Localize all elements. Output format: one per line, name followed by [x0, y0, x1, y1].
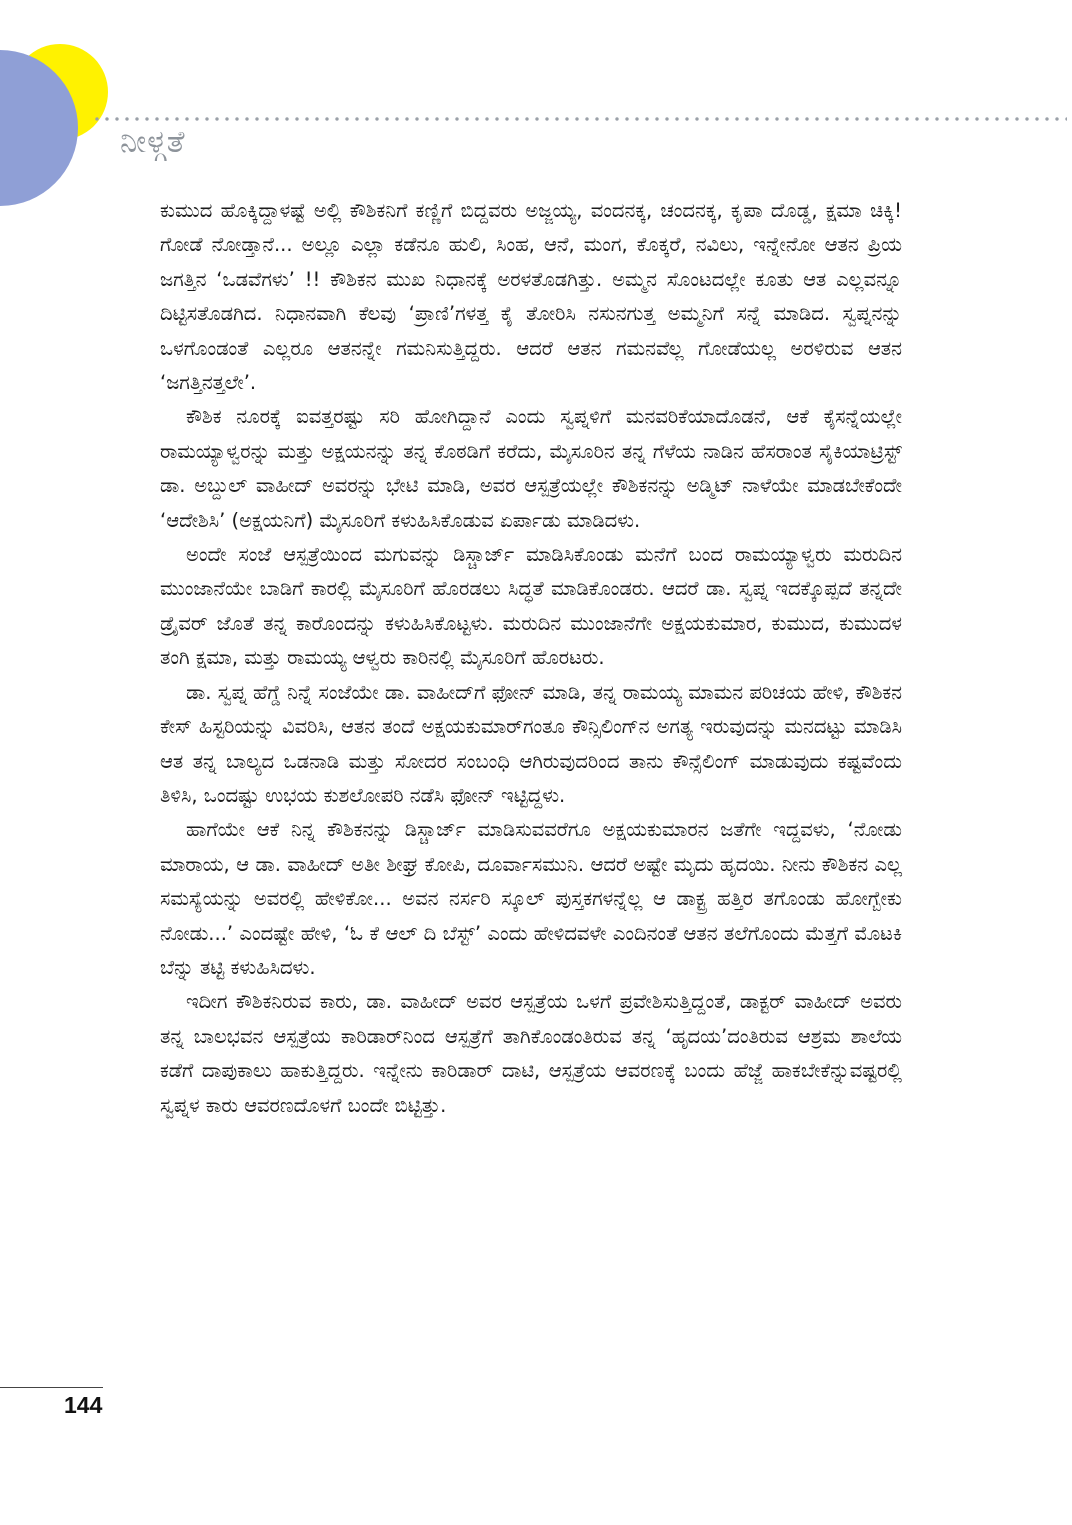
paragraph: ಅಂದೇ ಸಂಜೆ ಆಸ್ಪತ್ರೆಯಿಂದ ಮಗುವನ್ನು ಡಿಸ್ಚಾರ್ಜ್ ಮಾಡಿಸಿಕೊಂಡು ಮನೆಗೆ ಬಂದ ರಾಮಯ್ಯಾಳ್ವರು ಮರುದಿನ ಮುಂಜಾನೆಯೇ ಬಾಡಿಗೆ ಕಾರಲ್ಲಿ ಮೈಸೂರಿಗೆ ಹೊರಡಲು ಸಿದ್ಧತೆ ಮಾಡಿಕೊಂಡರು. ಆದರೆ ಡಾ. ಸ್ವಪ್ನ ಇದಕ್ಕೊಪ್ಪದೆ ತನ್ನದೇ ಡ್ರೈವರ್ ಜೊತೆ ತನ್ನ ಕಾರೊಂದನ್ನು ಕಳುಹಿಸಿಕೊಟ್ಟಳು. ಮರುದಿನ ಮುಂಜಾನೆಗೇ ಅಕ್ಷಯಕುಮಾರ, ಕುಮುದ, ಕುಮುದಳ ತಂಗಿ ಕ್ಷಮಾ, ಮತ್ತು ರಾಮಯ್ಯ ಆಳ್ವರು ಕಾರಿನಲ್ಲಿ ಮೈಸೂರಿಗೆ ಹೊರಟರು.: [160, 543, 902, 670]
decorative-circles: [0, 0, 240, 220]
dotted-rule: [92, 116, 1067, 122]
body-text: [160, 194, 902, 1123]
folio-rule: [0, 1387, 103, 1388]
paragraph: ಹಾಗೆಯೇ ಆಕೆ ನಿನ್ನ ಕೌಶಿಕನನ್ನು ಡಿಸ್ಚಾರ್ಜ್ ಮಾಡಿಸುವವರೆಗೂ ಅಕ್ಷಯಕುಮಾರನ ಜತೆಗೇ ಇದ್ದವಳು, ‘ನೋಡು ಮಾರಾಯ, ಆ ಡಾ. ವಾಹೀದ್ ಅತೀ ಶೀಘ್ರ ಕೋಪಿ, ದೂರ್ವಾಸಮುನಿ. ಆದರೆ ಅಷ್ಟೇ ಮೃದು ಹೃದಯಿ. ನೀನು ಕೌಶಿಕನ ಎಲ್ಲ ಸಮಸ್ಯೆಯನ್ನು ಅವರಲ್ಲಿ ಹೇಳಿಕೋ... ಅವನ ನರ್ಸರಿ ಸ್ಕೂಲ್ ಪುಸ್ತಕಗಳನ್ನೆಲ್ಲ ಆ ಡಾಕ್ಟ್ರ ಹತ್ತಿರ ತಗೊಂಡು ಹೋಗ್ಬೇಕು ನೋಡು...’ ಎಂದಷ್ಟೇ ಹೇಳಿ, ‘ಓ ಕೆ ಆಲ್ ದಿ ಬೆಸ್ಟ್’ ಎಂದು ಹೇಳಿದವಳೇ ಎಂದಿನಂತೆ ಆತನ ತಲೆಗೊಂದು ಮೆತ್ತಗೆ ಮೊಟಕಿ ಬೆನ್ನು ತಟ್ಟಿ ಕಳುಹಿಸಿದಳು.: [160, 818, 902, 979]
paragraph: ಕುಮುದ ಹೊಕ್ಕಿದ್ದಾಳಷ್ಟೆ ಅಲ್ಲಿ ಕೌಶಿಕನಿಗೆ ಕಣ್ಣಿಗೆ ಬಿದ್ದವರು ಅಜ್ಜಯ್ಯ, ವಂದನಕ್ಕ, ಚಂದನಕ್ಕ, ಕೃಪಾ ದೊಡ್ಡ, ಕ್ಷಮಾ ಚಿಕ್ಕಿ! ಗೋಡೆ ನೋಡ್ತಾನೆ... ಅಲ್ಲೂ ಎಲ್ಲಾ ಕಡೆನೂ ಹುಲಿ, ಸಿಂಹ, ಆನೆ, ಮಂಗ, ಕೊಕ್ಕರೆ, ನವಿಲು, ಇನ್ನೇನೋ ಆತನ ಪ್ರಿಯ ಜಗತ್ತಿನ ‘ಒಡವೆಗಳು’ !! ಕೌಶಿಕನ ಮುಖ ನಿಧಾನಕ್ಕೆ ಅರಳತೊಡಗಿತ್ತು. ಅಮ್ಮನ ಸೊಂಟದಲ್ಲೇ ಕೂತು ಆತ ಎಲ್ಲವನ್ನೂ ದಿಟ್ಟಿಸತೊಡಗಿದ. ನಿಧಾನವಾಗಿ ಕೆಲವು ‘ಪ್ರಾಣಿ’ಗಳತ್ತ ಕೈ ತೋರಿಸಿ ನಸುನಗುತ್ತ ಅಮ್ಮನಿಗೆ ಸನ್ನೆ ಮಾಡಿದ. ಸ್ವಪ್ನನನ್ನು ಒಳಗೊಂಡಂತೆ ಎಲ್ಲರೂ ಆತನನ್ನೇ ಗಮನಿಸುತ್ತಿದ್ದರು. ಆದರೆ ಆತನ ಗಮನವೆಲ್ಲ ಗೋಡೆಯಲ್ಲ ಅರಳಿರುವ ಆತನ ‘ಜಗತ್ತಿನತ್ತಲೇ’.: [160, 199, 902, 395]
paragraph: ಇದೀಗ ಕೌಶಿಕನಿರುವ ಕಾರು, ಡಾ. ವಾಹೀದ್ ಅವರ ಆಸ್ಪತ್ರೆಯ ಒಳಗೆ ಪ್ರವೇಶಿಸುತ್ತಿದ್ದಂತೆ, ಡಾಕ್ಟರ್ ವಾಹೀದ್ ಅವರು ತನ್ನ ಬಾಲಭವನ ಆಸ್ಪತ್ರೆಯ ಕಾರಿಡಾರ್‌ನಿಂದ ಆಸ್ಪತ್ರೆಗೆ ತಾಗಿಕೊಂಡಂತಿರುವ ತನ್ನ ‘ಹೃದಯ’ದಂತಿರುವ ಆಶ್ರಮ ಶಾಲೆಯ ಕಡೆಗೆ ದಾಪುಕಾಲು ಹಾಕುತ್ತಿದ್ದರು. ಇನ್ನೇನು ಕಾರಿಡಾರ್ ದಾಟಿ, ಆಸ್ಪತ್ರೆಯ ಆವರಣಕ್ಕೆ ಬಂದು ಹೆಜ್ಜೆ ಹಾಕಬೇಕೆನ್ನುವಷ್ಟರಲ್ಲಿ ಸ್ವಪ್ನಳ ಕಾರು ಆವರಣದೊಳಗೆ ಬಂದೇ ಬಿಟ್ಟಿತ್ತು.: [160, 990, 902, 1117]
page-number: 144: [64, 1392, 103, 1418]
paragraph: ಕೌಶಿಕ ನೂರಕ್ಕೆ ಐವತ್ತರಷ್ಟು ಸರಿ ಹೋಗಿದ್ದಾನೆ ಎಂದು ಸ್ವಪ್ನಳಿಗೆ ಮನವರಿಕೆಯಾದೊಡನೆ, ಆಕೆ ಕೈಸನ್ನೆಯಲ್ಲೇ ರಾಮಯ್ಯಾಳ್ವರನ್ನು ಮತ್ತು ಅಕ್ಷಯನನ್ನು ತನ್ನ ಕೊಠಡಿಗೆ ಕರೆದು, ಮೈಸೂರಿನ ತನ್ನ ಗೆಳೆಯ ನಾಡಿನ ಹೆಸರಾಂತ ಸೈಕಿಯಾಟ್ರಿಸ್ಟ್ ಡಾ. ಅಬ್ದುಲ್ ವಾಹೀದ್ ಅವರನ್ನು ಭೇಟಿ ಮಾಡಿ, ಅವರ ಆಸ್ಪತ್ರೆಯಲ್ಲೇ ಕೌಶಿಕನನ್ನು ಅಡ್ಮಿಟ್ ನಾಳೆಯೇ ಮಾಡಬೇಕೆಂದೇ ‘ಆದೇಶಿಸಿ’ (ಅಕ್ಷಯನಿಗೆ) ಮೈಸೂರಿಗೆ ಕಳುಹಿಸಿಕೊಡುವ ಏರ್ಪಾಡು ಮಾಡಿದಳು.: [160, 405, 902, 532]
paragraph: ಡಾ. ಸ್ವಪ್ನ ಹೆಗ್ಡೆ ನಿನ್ನೆ ಸಂಜೆಯೇ ಡಾ. ವಾಹೀದ್‌ಗೆ ಫೋನ್ ಮಾಡಿ, ತನ್ನ ರಾಮಯ್ಯ ಮಾಮನ ಪರಿಚಯ ಹೇಳಿ, ಕೌಶಿಕನ ಕೇಸ್ ಹಿಸ್ಟರಿಯನ್ನು ವಿವರಿಸಿ, ಆತನ ತಂದೆ ಅಕ್ಷಯಕುಮಾರ್‌ಗಂತೂ ಕೌನ್ಸಿಲಿಂಗ್‌ನ ಅಗತ್ಯ ಇರುವುದನ್ನು ಮನದಟ್ಟು ಮಾಡಿಸಿ ಆತ ತನ್ನ ಬಾಲ್ಯದ ಒಡನಾಡಿ ಮತ್ತು ಸೋದರ ಸಂಬಂಧಿ ಆಗಿರುವುದರಿಂದ ತಾನು ಕೌನ್ಸೆಲಿಂಗ್ ಮಾಡುವುದು ಕಷ್ಟವೆಂದು ತಿಳಿಸಿ, ಒಂದಷ್ಟು ಉಭಯ ಕುಶಲೋಪರಿ ನಡೆಸಿ ಫೋನ್ ಇಟ್ಟಿದ್ದಳು.: [160, 680, 902, 807]
running-title: ನೀಳ್ಗತೆ: [120, 124, 186, 160]
